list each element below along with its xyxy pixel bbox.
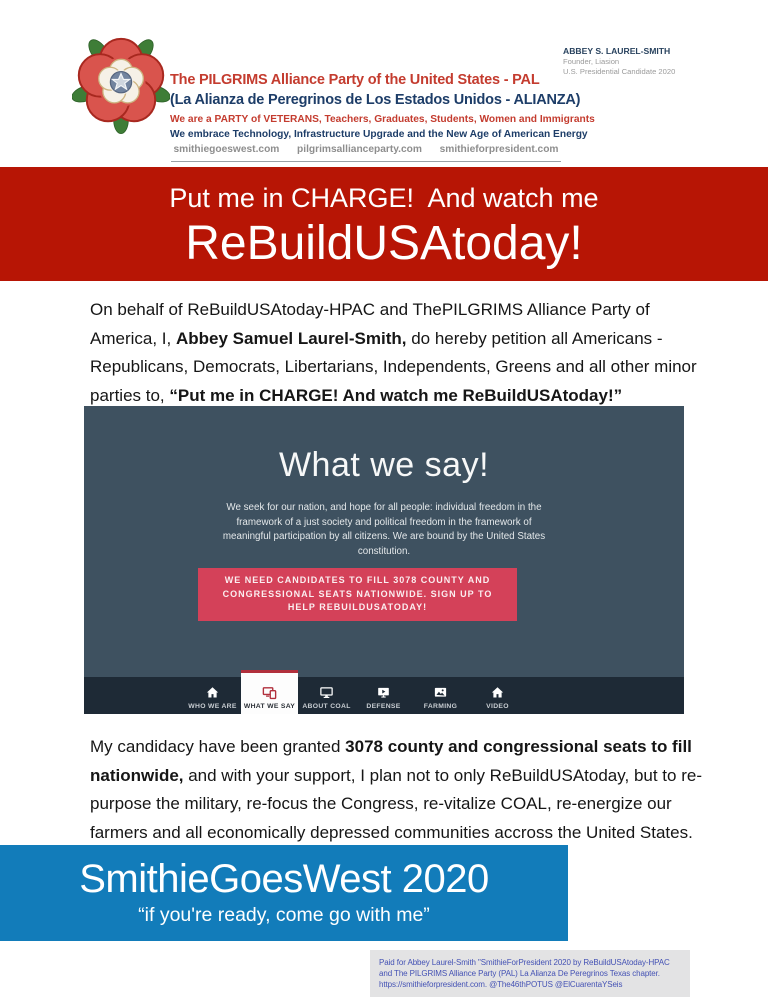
tudor-rose-icon [72,28,170,138]
home-icon [490,685,505,700]
site-nav-farming[interactable] [412,677,469,714]
seats-highlight: 3078 county and congressional seats to fill nationwide, [90,737,692,785]
petition-text: do hereby petition all Americans - Republicans, Democrats, Libertarians, Independents, Greens and all other minor parties to, [90,328,697,405]
hero-banner [0,167,768,281]
site-hero-section [84,406,684,677]
nav-item-label: WHAT WE SAY [243,703,296,710]
petition-paragraph [90,296,708,410]
petition-text: On behalf of ReBuildUSAtoday-HPAC and ThePILGRIMS Alliance Party of America, I, [90,300,650,348]
home-icon [205,685,220,700]
campaign-banner [0,845,568,941]
site-nav-who-we-are[interactable] [184,677,241,714]
hero-line-1: Put me in CHARGE! And watch me [169,183,599,213]
petition-slogan: “Put me in CHARGE! And watch me ReBuildUSAtoday!” [169,385,623,405]
nav-item-label: WHO WE ARE [188,703,237,710]
nav-item-label: ABOUT COAL [302,703,351,710]
candidate-name: ABBEY S. LAUREL-SMITH [563,46,671,56]
party-tagline-2: We embrace Technology, Infrastructure Upgrade and the New Age of American Energy [170,129,588,140]
candidate-block [563,46,753,77]
nav-item-label: VIDEO [486,703,509,710]
nav-item-label: DEFENSE [366,703,401,710]
disclaimer-line-3: https://smithieforpresident.com. @The46thPOTUS @ElCuarentaYSeis [379,980,623,989]
header-divider [171,161,561,162]
responsive-devices-icon [262,685,277,700]
site-nav-bar [84,677,684,714]
candidacy-paragraph [90,733,718,847]
campaign-subtitle: “if you're ready, come go with me” [138,904,430,926]
photo-icon [433,685,448,700]
disclaimer-line-2: and The PILGRIMS Alliance Party (PAL) La Alianza De Peregrinos Texas chapter. [379,969,660,978]
candidacy-text: and with your support, I plan not to only ReBuildUSAtoday, but to re-purpose the military, re-focus the Congress, re-vitalize COAL, re-energize our farmers and all economically depressed communities accross the United States. [90,765,702,842]
monitor-icon [319,685,334,700]
candidate-full-name: Abbey Samuel Laurel-Smith, [175,328,407,348]
party-websites: smithiegoeswest.com pilgrimsallianceparty.com smithieforpresident.com [173,144,559,155]
disclaimer-box [370,950,690,997]
site-nav-defense[interactable] [355,677,412,714]
site-cta-text: WE NEED CANDIDATES TO FILL 3078 COUNTY AND CONGRESSIONAL SEATS NATIONWIDE. SIGN UP TO HELP REBUILDUSATODAY! [222,575,493,613]
site-cta-banner[interactable] [198,568,517,621]
candidate-title: U.S. Presidential Candidate 2020 [563,67,676,76]
site-body-text: We seek for our nation, and hope for all people: individual freedom in the framework of a just society and political freedom in the framework of meaningful participation by all citizens. We are bound by the United States constitution. [222,502,546,557]
campaign-title: SmithieGoesWest 2020 [79,857,489,901]
disclaimer-line-1: Paid for Abbey Laurel-Smith "SmithieForPresident 2020 by ReBuildUSAtoday-HPAC [379,958,670,967]
candidate-role: Founder, Liasion [563,57,620,66]
hero-line-2: ReBuildUSAtoday! [185,217,583,270]
party-name-es: (La Alianza de Peregrinos de Los Estados Unidos - ALIANZA) [170,92,581,108]
website-screenshot [84,406,684,714]
nav-item-label: FARMING [423,703,458,710]
candidacy-text: My candidacy have been granted [90,737,346,756]
site-nav-what-we-say[interactable] [241,670,298,714]
party-name-en: The PILGRIMS Alliance Party of the United States - PAL [170,72,540,88]
site-heading: What we say! [278,446,490,484]
party-tagline-1: We are a PARTY of VETERANS, Teachers, Graduates, Students, Women and Immigrants [170,114,595,125]
media-player-icon [376,685,391,700]
site-nav-video[interactable] [469,677,526,714]
site-nav-about-coal[interactable] [298,677,355,714]
